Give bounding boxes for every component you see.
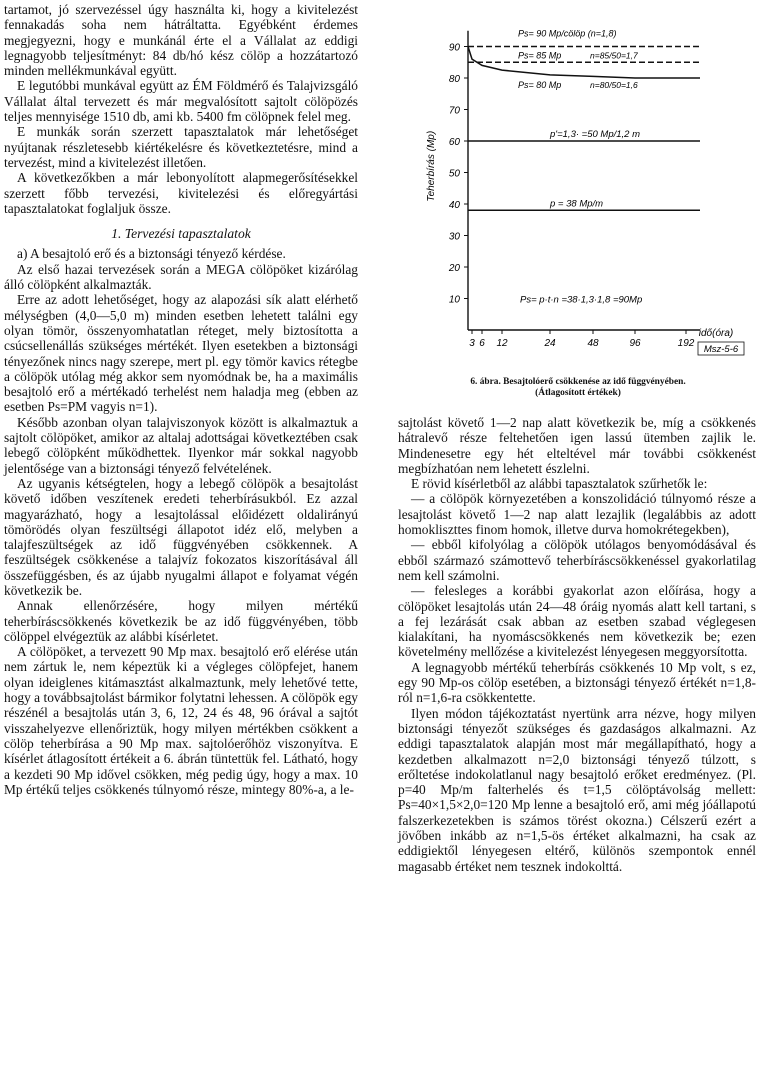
- paragraph: A következőkben a már lebonyolított alapmegerősítésekkel szerzett főbb tervezési, kivitelezési és előregyártási tapasztalatokat foglaljuk össze.: [4, 170, 358, 216]
- paragraph: E legutóbbi munkával együtt az ÉM Földmérő és Talajvizsgáló Vállalat által tervezett és már megvalósított sajtolt cölöpözés teljes mennyisége 1510 db, ami kb. 5400 fm cölöpnek felel meg.: [4, 78, 358, 125]
- paragraph: tartamot, jó szervezéssel úgy használta ki, hogy a kivitelezést fennakadás soha nem hátráltatta. Egyébként érdemes megjegyezni, hogy e munkánál érte el a Vállalat az eddigi legnagyobb teljesítményt: 84 db/hó kész cölöp a hozzátartozó minden mellékmunkával együtt.: [4, 2, 358, 79]
- x-tick-label: 48: [587, 338, 599, 349]
- paragraph: Erre az adott lehetőséget, hogy az alapozási sík alatt elérhető mélységben (4,0—5,0 m) minden esetben lehetett találni egy olyan tömör, összenyomhatatlan réteget, mely biztosította a csúcsellenállás szükséges mértékét. Ilyen esetekben a biztonsági tényezőnek nincs nagy szerepe, mert pl. egy tömör kavics rétegbe a cölöpök utólag még akkor sem nyomódnak be, ha a maximális besajtoló erő a mértékadó terhelést nem haladja meg (ebben az esetben Ps=PM vagyis n=1).: [4, 292, 358, 415]
- series-line: [468, 47, 700, 79]
- paragraph: Annak ellenőrzésére, hogy milyen mértékű teherbíráscsökkenés következik be az idő függvényében, több cölöppel elvégeztük az alábbi kísérletet.: [4, 598, 358, 644]
- annotation-ps90: Ps= 90 Mp/cölöp (n=1,8): [518, 28, 617, 39]
- stamp-text: Msz-5-6: [703, 344, 739, 355]
- caption-line1: 6. ábra. Besajtolóerő csökkenése az idő függvényében.: [470, 377, 686, 387]
- annotation-ps80: Ps= 80 Mp: [518, 80, 562, 90]
- figure-6: [400, 0, 756, 430]
- paragraph: a) A besajtoló erő és a biztonsági tényező kérdése.: [17, 246, 286, 262]
- annotation-n85: n=85/50=1,7: [590, 50, 638, 61]
- paragraph: A cölöpöket, a tervezett 90 Mp max. besajtoló erő elérése után nem zártuk le, nem képeztük ki a végleges cölöpfejet, hanem olyan ideiglenes kitámasztást alkalmaztunk, mely lehetővé tette, hogy a továbbsajtolást bármikor folytatni lehessen. A cölöpök egy részénél a besajtolás után 3, 6, 12, 24 és 48, 96 órával a sajtót visszahelyezve ellenőriztük, hogy milyen mértékben csökkent a cölöp teherbírása a 90 Mp max. sajtolóerőhöz viszonyítva. E kísérlet átlagosított értékeit a 6. ábrán tüntettük fel. Látható, hogy a kezdeti 90 Mp idővel csökken, még pedig úgy, hogy a max. 10 Mp értékű teljes csökkenés túlnyomó része, mintegy 80%-a, a le-: [4, 644, 358, 797]
- annotation-n80: n=80/50=1,6: [590, 80, 638, 90]
- paragraph: Az ugyanis kétségtelen, hogy a lebegő cölöpök a besajtolást követő időben veszítenek eredeti teherbírásukból. Ez azzal magyarázható, hogy a lesajtolással előidézett oldalirányú tömörödés olyan feszültségi állapotot idéz elő, melyben a talajfeszültségek az idő függvényében csökkennek. A feszültségek csökkenése a talajvíz fokozatos kiszorításával áll összefüggésben, és az újabb nyugalmi állapot e folyamat végén következik be.: [4, 475, 358, 598]
- paragraph: sajtolást követő 1—2 nap alatt következik be, míg a csökkenés hátralevő része feltehetően igen lassú ütemben zajlik le. Mindenesetre egy hét elteltével már további csökkenést megbízhatóan nem lehetett észlelni.: [398, 415, 756, 476]
- caption-line2: (Átlagosított értékek): [535, 387, 621, 398]
- paragraph: Az első hazai tervezések során a MEGA cölöpöket kizárólag álló cölöpként alkalmazták.: [4, 261, 358, 293]
- x-tick-label: 6: [479, 338, 485, 349]
- right-column: [398, 415, 756, 874]
- annotation-p60: p'=1,3· =50 Mp/1,2 m: [550, 129, 641, 140]
- y-tick-label: 10: [448, 294, 460, 306]
- x-tick-label: 192: [677, 338, 695, 349]
- annotation-ps85: Ps= 85 Mp: [518, 50, 562, 61]
- section-heading: 1. Tervezési tapasztalatok: [111, 226, 251, 242]
- y-tick-label: 30: [448, 231, 460, 243]
- x-tick-label: 3: [469, 338, 475, 349]
- paragraph: — ebből kifolyólag a cölöpök utólagos benyomódásával és ebből származó számottevő teherbíráscsökkenéssel gyakorlatilag nem kell számolni.: [398, 537, 756, 583]
- annotation-formula: Ps= p·t·n =38·1,3·1,8 =90Mp: [520, 294, 643, 306]
- paragraph: E rövid kísérletből az alábbi tapasztalatok szűrhetők le:: [411, 476, 708, 492]
- paragraph: A legnagyobb mértékű teherbírás csökkenés 10 Mp volt, s ez, egy 90 Mp-os cölöp esetében, a biztonsági tényező értékét n=1,8-ról n=1,6-ra csökkentette.: [398, 659, 756, 706]
- y-axis-label: Teherbírás (Mp): [426, 130, 437, 202]
- paragraph: Ilyen módon tájékoztatást nyertünk arra nézve, hogy milyen biztonsági tényezőt szükséges és gazdaságos alkalmazni. Az eddigi tapasztalatok alapján most már megállapítható, hogy a kezdetben alkalmazott n=2,0 biztonsági tényező túlzott, s erőltetése indokolatlanul nagy besajtoló erőket eredményez. (Pl. p=40 Mp/m falterhelés és t=1,5 cölöptávolság mellett: Ps=40×1,5×2,0=120 Mp lenne a besajtoló erő, ami még jóállapotú falszerkezetekben is számos törést okozna.) Célszerű ezért a jövőben inkább az n=1,5-ös értéket alkalmazni, ha csak az eddigiektől lényegesen eltérő, különös szempontok ennél magasabb értéket nem tesznek indokolttá.: [398, 705, 756, 874]
- load-decrease-chart: [400, 0, 756, 380]
- figure-caption: [400, 377, 756, 398]
- y-tick-label: 20: [448, 263, 460, 274]
- x-tick-label: 24: [544, 338, 556, 349]
- paragraph: Később azonban olyan talajviszonyok között is alkalmaztuk a sajtolt cölöpöket, amikor az altalaj adottságai következtében csak lebegő cölöpként működhettek. Ilyenkor már sokkal nagyobb jelentősége van a biztonsági tényező felvételének.: [4, 414, 358, 476]
- paragraph: — a cölöpök környezetében a konszolidáció túlnyomó része a lesajtolást követő 1—2 nap alatt lezajlik (legalábbis az adott homokliszttes finom homok, illetve durva homokrétegekben),: [398, 491, 756, 538]
- x-tick-label: 12: [496, 338, 508, 349]
- y-tick-label: 70: [448, 105, 460, 117]
- y-tick-label: 40: [448, 200, 460, 211]
- paragraph: E munkák során szerzett tapasztalatok már lehetőséget nyújtanak részletesebb kiértékelésre és következtetésre, mind a tervezést, mind a kivitelezést illetően.: [4, 124, 358, 170]
- x-tick-label: 96: [629, 338, 641, 349]
- y-tick-label: 80: [448, 74, 460, 85]
- paragraph: — felesleges a korábbi gyakorlat azon előírása, hogy a cölöpöket lesajtolás után 24—48 óráig nyomás alatt kell tartani, s a fej lezárását csak abban az esetben szabad véglegesen kialakítani, ha nyomáscsökkenés nem következik be; ezen követelmény mellőzése a kivitelezést lényegesen meggyorsította.: [398, 583, 756, 660]
- x-axis-label: idő(óra): [698, 328, 734, 339]
- left-column: [4, 2, 358, 797]
- annotation-p38: p = 38 Mp/m: [550, 198, 604, 210]
- y-tick-label: 50: [448, 168, 460, 180]
- y-tick-label: 90: [448, 42, 460, 54]
- y-tick-label: 60: [448, 137, 460, 148]
